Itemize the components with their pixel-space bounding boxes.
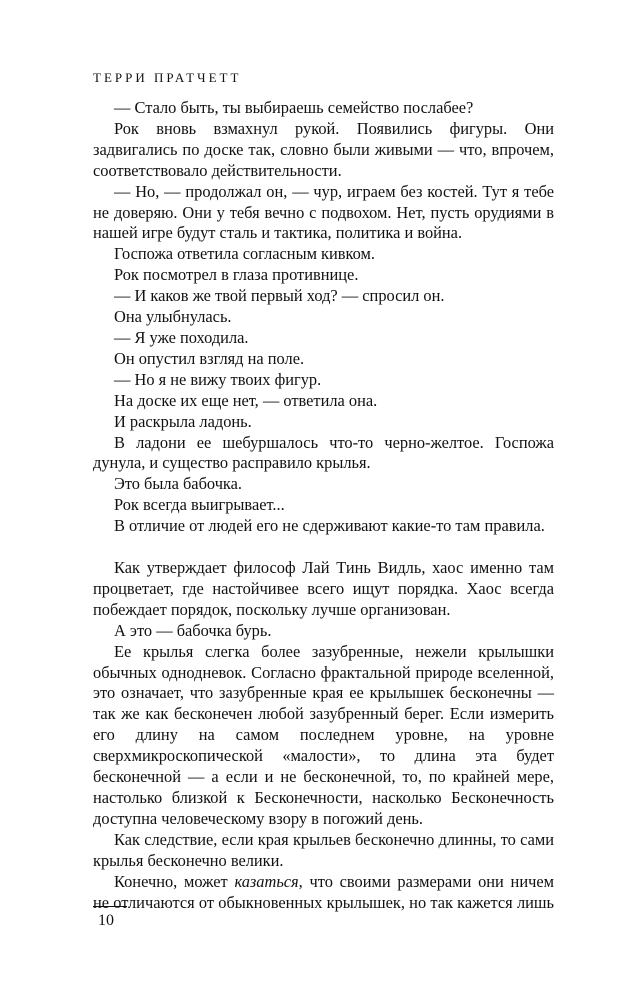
paragraph: Рок посмотрел в глаза противнице.: [114, 265, 359, 285]
paragraph: И раскрыла ладонь.: [114, 411, 252, 431]
paragraph: Это была бабочка.: [114, 474, 243, 494]
running-head: ТЕРРИ ПРАТЧЕТТ: [93, 70, 242, 85]
paragraph: Рок всегда выигрывает...: [114, 495, 285, 515]
paragraph: В отличие от людей его не сдерживают какие-то там правила.: [114, 516, 545, 536]
paragraph: Госпожа ответила согласным кивком.: [114, 244, 376, 264]
paragraph: Ее крылья слегка более зазубренные, нежели крылышки обычных однодневок. Согласно фрактальной природе вселенной, это означает, что зазубренные края ее крылышек бесконечны — так же как бесконечен любой зазубренный берег. Если измерить его длину на самом последнем уровне, на уровне сверхмикроскопической «малости», то длина эта будет бесконечной — а если и не бесконечной, то, по крайней мере, настолько близкой к Бесконечности, насколько Бесконечность доступна человеческому взору в погожий день.: [93, 641, 554, 828]
section-break: [93, 537, 554, 558]
paragraph: — Но, — продолжал он, — чур, играем без костей. Тут я тебе не доверяю. Они у тебя вечно с подвохом. Нет, пусть орудиями в нашей игре будут сталь и тактика, политика и война.: [93, 181, 554, 243]
paragraph: — Но я не вижу твоих фигур.: [114, 369, 322, 389]
text-run: Конечно, может: [114, 871, 235, 891]
paragraph: Он опустил взгляд на поле.: [114, 348, 305, 368]
paragraph: А это — бабочка бурь.: [114, 620, 272, 640]
paragraph: — И каков же твой первый ход? — спросил он.: [114, 286, 445, 306]
paragraph: На доске их еще нет, — ответила она.: [114, 390, 378, 410]
paragraph: Как следствие, если края крыльев бесконечно длинны, то сами крылья бесконечно велики.: [93, 829, 554, 870]
page-number: 10: [98, 912, 114, 929]
body-text: [93, 98, 554, 913]
paragraph: Она улыбнулась.: [114, 307, 232, 327]
text-run: , что своими размерами они ничем не отличаются от обыкновенных крылышек, но так кажется лишь: [93, 871, 554, 912]
emphasis: казаться: [234, 871, 299, 891]
paragraph: — Стало быть, ты выбираешь семейство послабее?: [114, 98, 474, 117]
paragraph: В ладони ее шебуршалось что-то черно-желтое. Госпожа дунула, и существо расправило крылья.: [93, 432, 554, 473]
paragraph: Как утверждает философ Лай Тинь Видль, хаос именно там процветает, где настойчивее всего ищут порядка. Хаос всегда побеждает порядок, поскольку лучше организован.: [93, 558, 554, 619]
paragraph: Рок вновь взмахнул рукой. Появились фигуры. Они задвигались по доске так, словно были живыми — что, впрочем, соответствовало действительности.: [93, 118, 554, 180]
paragraph-continued: [93, 872, 554, 914]
footer-rule: [93, 906, 127, 907]
paragraph: — Я уже походила.: [114, 327, 249, 347]
